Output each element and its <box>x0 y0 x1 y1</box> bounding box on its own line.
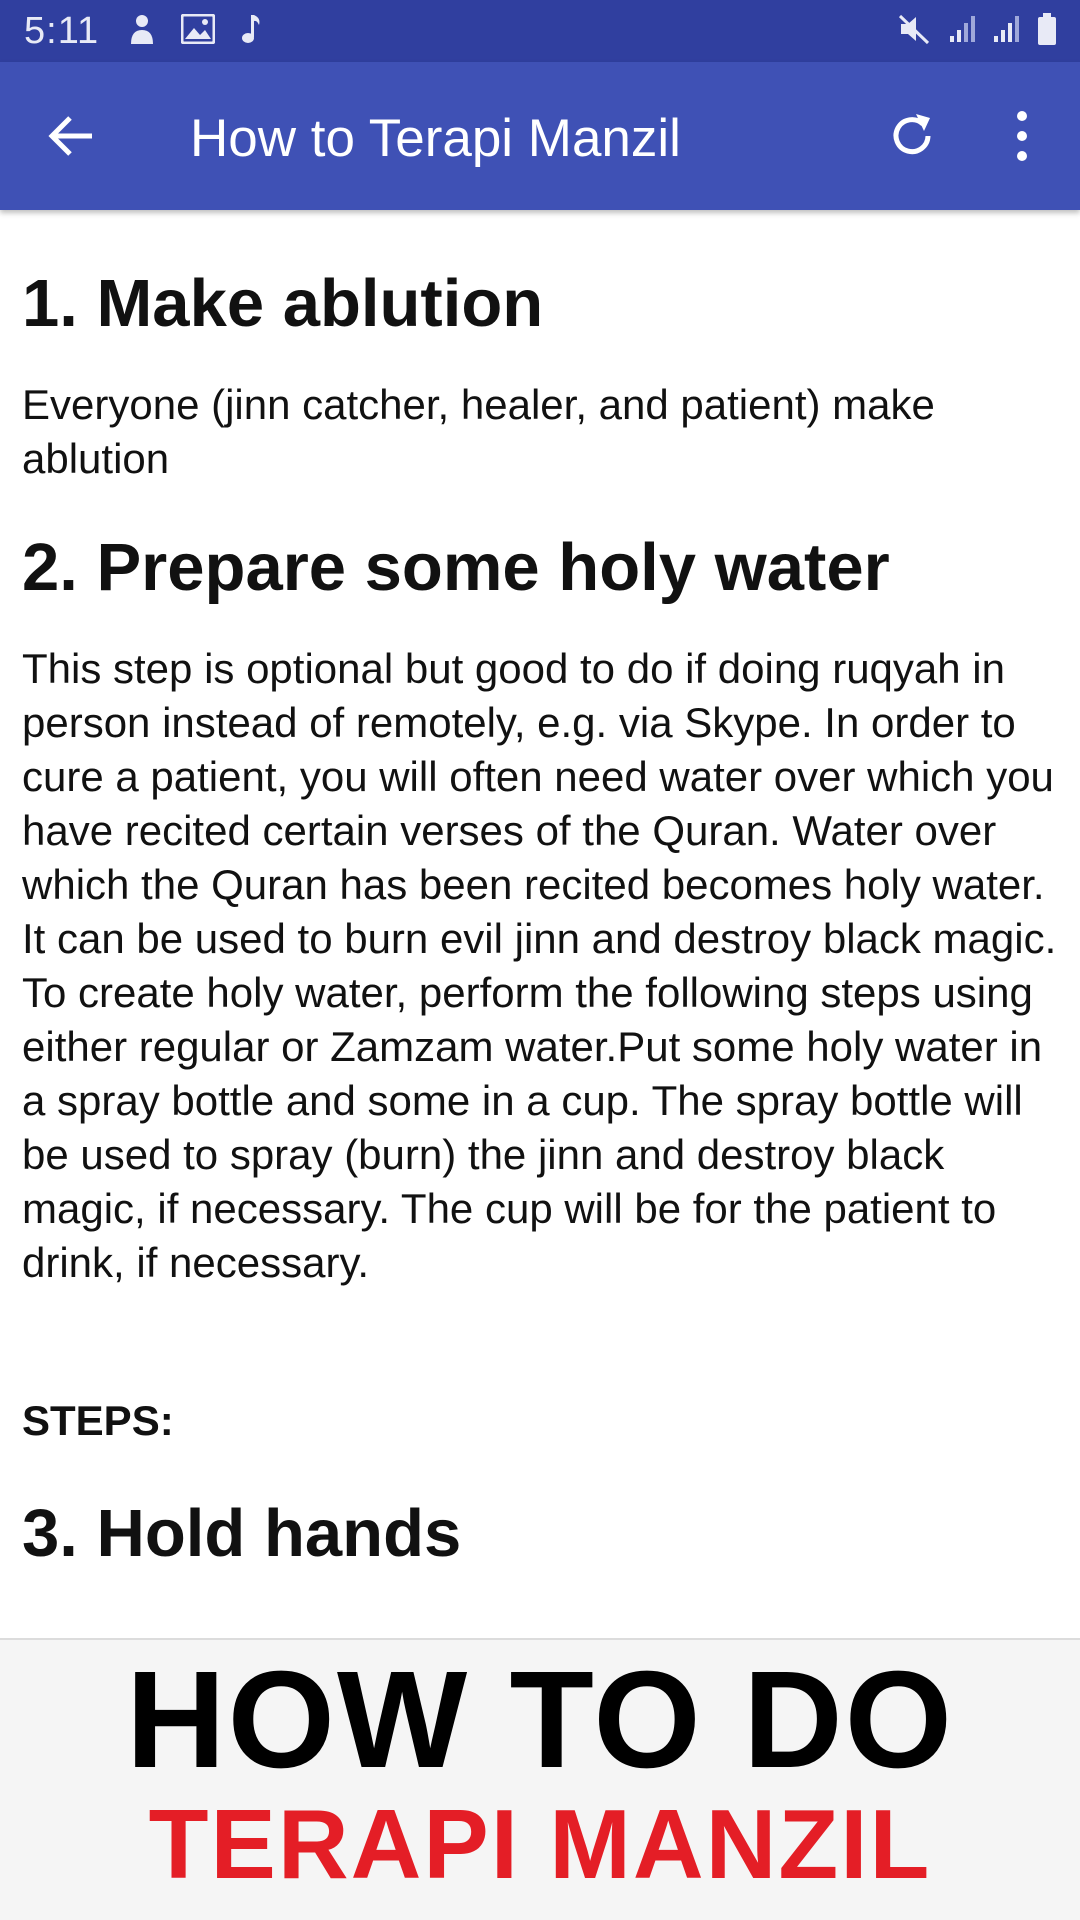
back-button[interactable] <box>42 106 102 166</box>
refresh-icon <box>882 106 942 166</box>
more-options-button[interactable] <box>1000 106 1044 166</box>
mute-icon <box>898 13 932 50</box>
arrow-back-icon <box>42 106 102 166</box>
status-left <box>24 10 287 53</box>
more-vert-icon <box>1000 106 1044 166</box>
page-title: How to Terapi Manzil <box>190 109 681 168</box>
promo-subtitle: TERAPI MANZIL <box>148 1789 932 1899</box>
step-heading: 2. Prepare some holy water <box>22 530 890 605</box>
status-time: 5:11 <box>24 9 100 52</box>
step-heading: 1. Make ablution <box>22 266 544 341</box>
step-text: This step is optional but good to do if doing ruqyah in person instead of remotely, e.g. via Skype. In order to cure a patient, you will often need water over which you have recited certain verses of the Quran. Water over which the Quran has been recited becomes holy water. It can be used to burn evil jinn and destroy black magic. To create holy water, perform the following steps using either regular or Zamzam water.Put some holy water in a spray bottle and some in a cup. The spray bottle will be used to spray (burn) the jinn and destroy black magic, if necessary. The cup will be for the patient to drink, if necessary. <box>22 645 1057 1286</box>
music-note-icon <box>239 13 263 50</box>
promo-title: HOW TO DO <box>125 1643 955 1797</box>
image-icon <box>181 14 215 49</box>
step-heading: 3. Hold hands <box>22 1496 462 1571</box>
status-bar <box>0 0 1080 62</box>
signal-icon <box>992 14 1020 49</box>
battery-icon <box>1036 12 1058 51</box>
promo-banner <box>0 1638 1080 1920</box>
step-text: Everyone (jinn catcher, healer, and patient) make ablution <box>22 381 935 482</box>
signal-icon <box>948 14 976 49</box>
user-notification-icon <box>127 12 157 51</box>
app-bar <box>0 62 1080 210</box>
status-right <box>882 12 1058 51</box>
refresh-button[interactable] <box>882 106 942 166</box>
article-content[interactable] <box>0 210 1080 1640</box>
steps-label: STEPS: <box>22 1397 174 1444</box>
